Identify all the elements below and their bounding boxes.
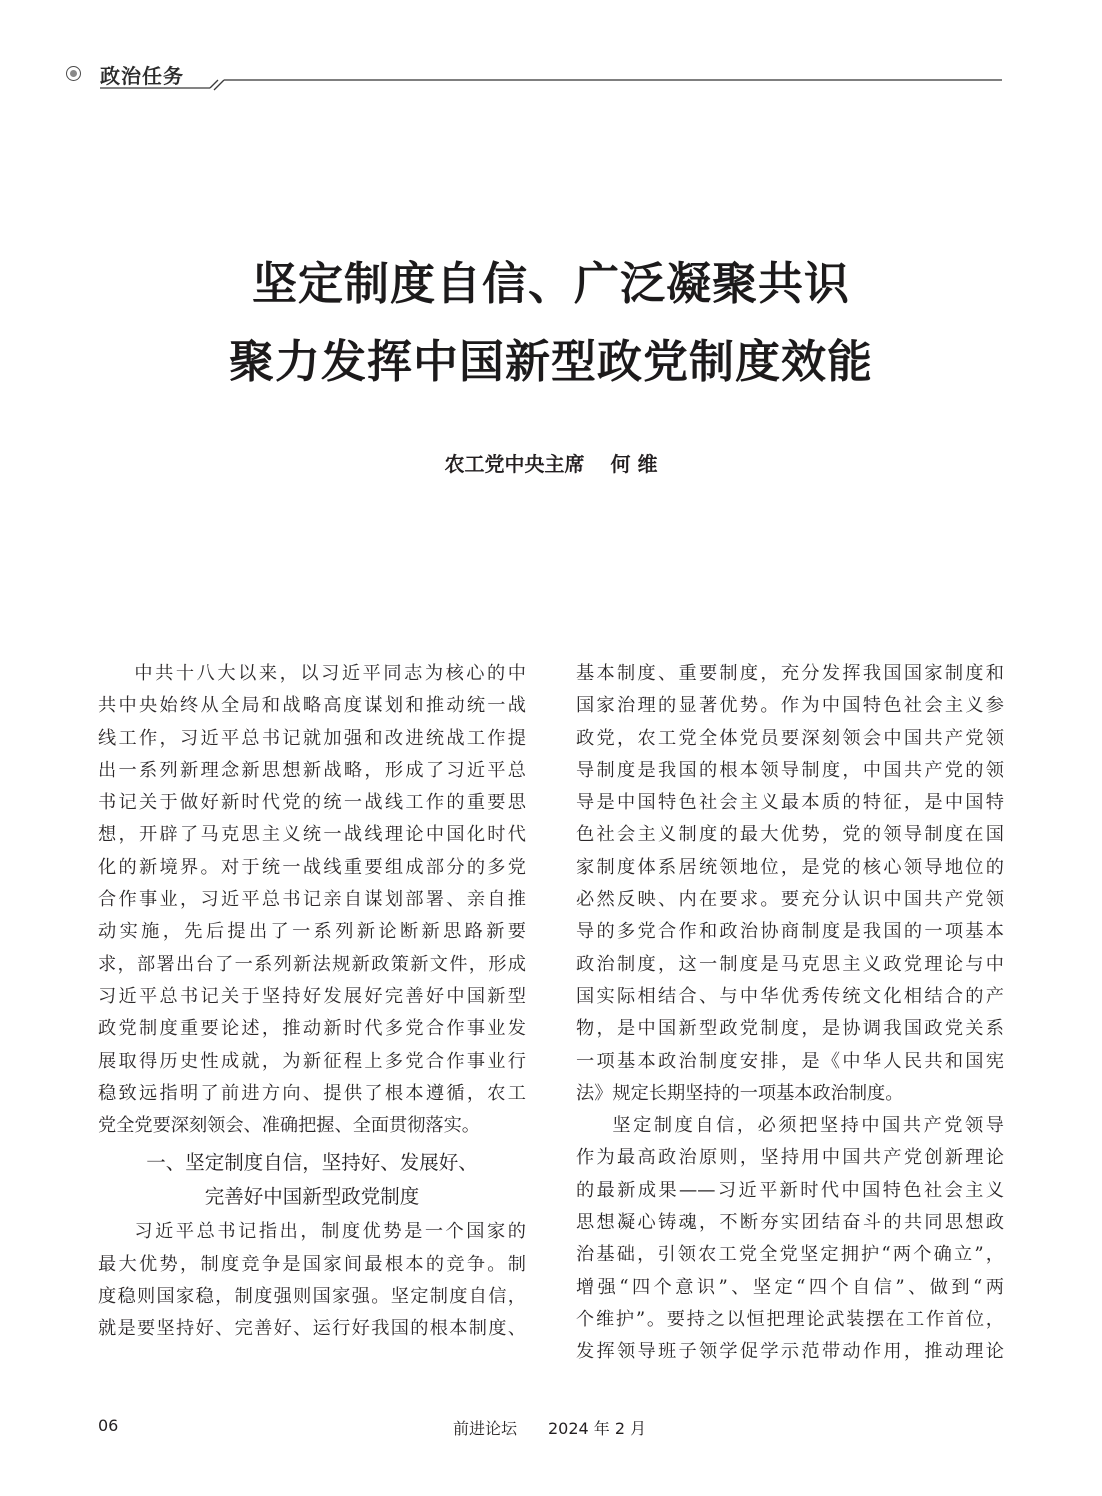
author-name: 何 维: [610, 452, 658, 476]
section-label: 政治任务: [100, 64, 184, 88]
text-line: 求，部署出台了一系列新法规新政策新文件，形成: [98, 953, 526, 975]
text-line: 政治制度，这一制度是马克思主义政党理论与中: [576, 953, 1004, 975]
text-line: 思想凝心铸魂，不断夯实团结奋斗的共同思想政: [576, 1212, 1004, 1234]
text-line: 动实施，先后提出了一系列新论断新思路新要: [98, 921, 526, 943]
text-line: 导的多党合作和政治协商制度是我国的一项基本: [576, 921, 1004, 943]
text-line: 线工作，习近平总书记就加强和改进统战工作提: [98, 727, 526, 749]
text-line: 度稳则国家稳，制度强则国家强。坚定制度自信，: [98, 1286, 526, 1308]
text-line: 中共十八大以来，以习近平同志为核心的中: [134, 663, 526, 684]
text-line: 必然反映、内在要求。要充分认识中国共产党领: [576, 889, 1004, 911]
paragraph-intro: [98, 658, 526, 1142]
author-role: 农工党中央主席: [444, 452, 585, 476]
text-line: 增强“四个意识”、坚定“四个自信”、做到“两: [576, 1276, 1004, 1298]
text-line: 习近平总书记指出，制度优势是一个国家的: [134, 1221, 526, 1243]
right-column: [576, 658, 1004, 1369]
text-line: 习近平总书记关于坚持好发展好完善好中国新型: [98, 985, 526, 1007]
text-line: 导是中国特色社会主义最本质的特征，是中国特: [576, 792, 1004, 814]
text-line: 共中央始终从全局和战略高度谋划和推动统一战: [98, 695, 526, 717]
journal-name: 前进论坛: [453, 1419, 518, 1438]
paragraph-party-leadership: [576, 1110, 1004, 1368]
section-heading-line: 完善好中国新型政党制度: [204, 1185, 420, 1209]
header-slash-2: [214, 80, 224, 90]
text-line: 展取得历史性成就，为新征程上多党合作事业行: [98, 1050, 526, 1072]
text-line: 的最新成果——习近平新时代中国特色社会主义: [576, 1179, 1004, 1201]
text-line: 合作事业，习近平总书记亲自谋划部署、亲自推: [98, 889, 526, 911]
text-line: 基本制度、重要制度，充分发挥我国国家制度和: [576, 663, 1004, 684]
text-line: 物，是中国新型政党制度，是协调我国政党关系: [576, 1018, 1004, 1040]
text-line: 政党，农工党全体党员要深刻领会中国共产党领: [576, 727, 1004, 749]
text-line: 稳致远指明了前进方向、提供了根本遵循，农工: [98, 1082, 526, 1104]
text-line: 出一系列新理念新思想新战略，形成了习近平总: [98, 759, 526, 781]
text-line: 国实际相结合、与中华优秀传统文化相结合的产: [576, 985, 1004, 1007]
article-title-line-1: 坚定制度自信、广泛凝聚共识: [251, 257, 850, 310]
page-number: 06: [98, 1416, 119, 1435]
section-heading-line: 一、坚定制度自信，坚持好、发展好、: [146, 1151, 478, 1175]
section-heading-1: [98, 1146, 526, 1214]
text-line: 发挥领导班子领学促学示范带动作用，推动理论: [576, 1341, 1004, 1363]
text-line: 坚定制度自信，必须把坚持中国共产党领导: [612, 1115, 1004, 1137]
text-line: 治基础，引领农工党全党坚定拥护“两个确立”，: [576, 1244, 1004, 1266]
text-line: 导制度是我国的根本领导制度，中国共产党的领: [576, 759, 1004, 781]
text-line: 作为最高政治原则，坚持用中国共产党创新理论: [576, 1147, 1004, 1169]
text-line: 法》规定长期坚持的一项基本政治制度。: [576, 1082, 904, 1104]
text-line: 化的新境界。对于统一战线重要组成部分的多党: [98, 856, 526, 878]
target-bullet-icon: [66, 66, 81, 81]
text-line: 就是要坚持好、完善好、运行好我国的根本制度、: [98, 1318, 526, 1340]
page-footer: [98, 1416, 658, 1442]
text-line: 一项基本政治制度安排，是《中华人民共和国宪: [576, 1050, 1004, 1072]
byline: [0, 448, 1102, 477]
text-line: 书记关于做好新时代党的统一战线工作的重要思: [98, 792, 526, 814]
text-line: 国家治理的显著优势。作为中国特色社会主义参: [576, 695, 1004, 717]
issue-date: 2024 年 2 月: [548, 1419, 647, 1438]
text-line: 最大优势，制度竞争是国家间最根本的竞争。制: [98, 1253, 526, 1275]
text-line: 政党制度重要论述，推动新时代多党合作事业发: [98, 1018, 526, 1040]
article-title-line-2: 聚力发挥中国新型政党制度效能: [228, 335, 873, 388]
paragraph-system-advantage: [98, 1216, 526, 1345]
paragraph-system-advantage-cont: [576, 658, 1004, 1110]
text-line: 党全党要深刻领会、准确把握、全面贯彻落实。: [98, 1115, 480, 1137]
left-column: [98, 658, 526, 1346]
text-line: 家制度体系居统领地位，是党的核心领导地位的: [576, 856, 1004, 878]
header-divider: [100, 60, 1006, 100]
text-line: 色社会主义制度的最大优势，党的领导制度在国: [576, 824, 1004, 846]
section-header: [66, 60, 1006, 100]
text-line: 个维护”。要持之以恒把理论武装摆在工作首位，: [576, 1308, 1004, 1330]
text-line: 想，开辟了马克思主义统一战线理论中国化时代: [98, 824, 526, 846]
